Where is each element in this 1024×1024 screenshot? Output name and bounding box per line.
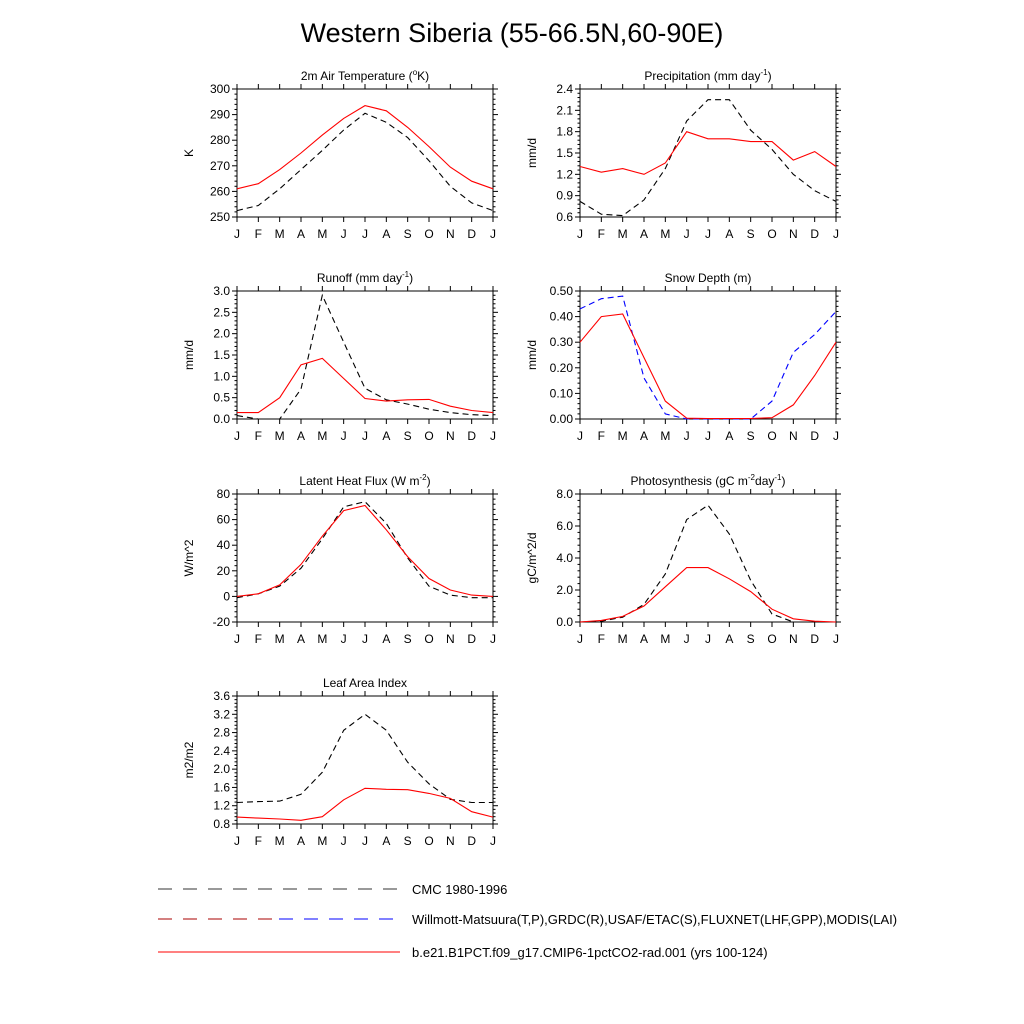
chart-title-part: day	[755, 474, 775, 488]
chart-title-part: )	[426, 474, 431, 488]
y-tick-label: 0.30	[549, 335, 573, 350]
y-tick-label: 1.5	[556, 146, 573, 160]
y-axis-label: mm/d	[182, 340, 196, 370]
x-tick-label: D	[810, 632, 820, 646]
x-tick-label: F	[254, 632, 263, 646]
series-line-model	[580, 314, 836, 419]
chart-title	[301, 68, 429, 83]
x-tick-label: M	[660, 632, 671, 646]
x-tick-label: A	[296, 227, 306, 241]
x-tick-label: M	[317, 632, 328, 646]
x-tick-label: M	[317, 429, 328, 443]
x-tick-label: M	[317, 834, 328, 848]
y-tick-label: 2.5	[213, 305, 230, 320]
y-tick-label: 8.0	[556, 487, 573, 501]
chart-title-part: Photosynthesis (gC m	[630, 474, 748, 488]
x-tick-label: J	[362, 227, 368, 241]
x-tick-label: O	[767, 632, 777, 646]
y-tick-label: 1.6	[213, 780, 230, 795]
y-axis-label: m2/m2	[182, 741, 196, 779]
y-axis-label: K	[182, 148, 196, 158]
y-tick-label: 4.0	[556, 551, 573, 565]
x-tick-label: J	[833, 632, 839, 646]
chart-title-part: K)	[417, 69, 430, 83]
chart-title-part: -1	[774, 473, 782, 482]
x-tick-label: D	[810, 429, 820, 443]
chart-title	[644, 68, 771, 83]
y-tick-label: 60	[216, 512, 230, 527]
x-tick-label: A	[296, 834, 306, 848]
y-tick-label: 2.1	[556, 103, 573, 118]
y-tick-label: 1.2	[213, 798, 230, 813]
y-tick-label: 0	[223, 589, 230, 604]
x-tick-label: S	[746, 429, 755, 443]
x-tick-label: D	[467, 834, 477, 848]
x-tick-label: J	[340, 632, 347, 646]
y-axis-label: gC/m^2/d	[525, 532, 539, 584]
chart-panel-5	[525, 473, 841, 646]
x-tick-label: M	[274, 632, 285, 646]
x-tick-label: F	[254, 834, 263, 848]
x-tick-label: N	[445, 227, 455, 241]
chart-title	[317, 270, 413, 285]
series-line-model	[237, 358, 493, 412]
x-tick-label: D	[467, 429, 477, 443]
series-line-obs	[580, 100, 836, 216]
y-tick-label: 0.0	[556, 615, 573, 629]
x-tick-label: J	[234, 834, 240, 848]
series-line-model	[237, 506, 493, 597]
x-tick-label: M	[660, 429, 671, 443]
x-tick-label: J	[340, 834, 347, 848]
x-tick-label: J	[577, 632, 583, 646]
y-tick-label: 2.8	[213, 725, 230, 740]
chart-panel-0	[182, 68, 498, 241]
y-tick-label: 3.0	[213, 284, 230, 298]
chart-title-part: Snow Depth (m)	[664, 271, 752, 285]
x-tick-label: O	[424, 632, 434, 646]
x-tick-label: A	[639, 227, 649, 241]
y-tick-label: 290	[209, 107, 230, 122]
chart-title-part: -2	[419, 473, 427, 482]
x-tick-label: F	[597, 429, 606, 443]
x-tick-label: J	[340, 429, 347, 443]
x-tick-label: A	[725, 632, 734, 646]
series-line-model	[237, 106, 493, 189]
x-tick-label: J	[490, 632, 496, 646]
y-tick-label: 20	[216, 563, 230, 578]
x-tick-label: J	[362, 834, 368, 848]
y-tick-label: 0.9	[556, 188, 573, 203]
x-tick-label: O	[424, 429, 434, 443]
y-tick-label: 2.4	[213, 743, 230, 758]
x-tick-label: F	[597, 227, 606, 241]
x-tick-label: O	[767, 429, 777, 443]
legend-label: b.e21.B1PCT.f09_g17.CMIP6-1pctCO2-rad.001 (yrs 100-124)	[412, 945, 768, 960]
chart-title-part: -2	[747, 473, 756, 482]
page-title: Western Siberia (55-66.5N,60-90E)	[300, 18, 724, 48]
x-tick-label: J	[577, 227, 583, 241]
x-tick-label: S	[403, 834, 412, 848]
x-tick-label: N	[788, 632, 798, 646]
series-line-model	[580, 132, 836, 175]
y-tick-label: 280	[209, 133, 230, 148]
x-tick-label: O	[424, 834, 434, 848]
x-tick-label: M	[274, 227, 285, 241]
y-tick-label: 260	[209, 184, 230, 199]
x-tick-label: N	[445, 834, 455, 848]
y-axis-label: mm/d	[525, 340, 539, 370]
x-tick-label: F	[597, 632, 606, 646]
x-tick-label: J	[705, 632, 711, 646]
x-tick-label: J	[340, 227, 347, 241]
y-tick-label: 1.8	[556, 124, 573, 139]
x-tick-label: A	[382, 632, 391, 646]
series-line-obs	[237, 714, 493, 802]
chart-panel-3	[525, 271, 841, 443]
y-axis-label: W/m^2	[182, 539, 196, 577]
chart-title	[665, 271, 752, 285]
x-tick-label: F	[254, 429, 263, 443]
chart-title-part: Leaf Area Index	[322, 676, 408, 690]
plot-frame	[580, 89, 836, 217]
x-tick-label: J	[490, 429, 496, 443]
x-tick-label: A	[639, 429, 649, 443]
x-tick-label: J	[683, 632, 690, 646]
x-tick-label: A	[382, 429, 391, 443]
x-tick-label: J	[683, 429, 690, 443]
x-tick-label: J	[705, 429, 711, 443]
series-line-obs	[237, 502, 493, 598]
x-tick-label: O	[424, 227, 434, 241]
plot-frame	[237, 494, 493, 622]
chart-title	[299, 473, 430, 488]
y-tick-label: 80	[216, 487, 230, 501]
x-tick-label: J	[362, 632, 368, 646]
x-tick-label: S	[403, 227, 412, 241]
legend-label: CMC 1980-1996	[412, 882, 508, 897]
x-tick-label: S	[403, 429, 412, 443]
y-tick-label: 0.6	[556, 210, 573, 224]
x-tick-label: S	[403, 632, 412, 646]
chart-title-part: o	[412, 68, 418, 77]
x-tick-label: M	[660, 227, 671, 241]
chart-panel-2	[182, 270, 498, 443]
chart-title-part: -1	[760, 68, 768, 77]
chart-title-part: -1	[402, 270, 410, 279]
x-tick-label: J	[705, 227, 711, 241]
x-tick-label: J	[490, 227, 496, 241]
y-tick-label: 0.40	[549, 309, 573, 324]
y-tick-label: 0.8	[213, 817, 230, 831]
x-tick-label: J	[234, 429, 240, 443]
y-tick-label: 2.0	[556, 583, 573, 597]
y-tick-label: 250	[209, 210, 230, 224]
y-tick-label: 0.50	[549, 284, 573, 298]
y-tick-label: 1.0	[213, 369, 230, 384]
y-tick-label: 0.20	[549, 360, 573, 375]
chart-title-part: Runoff (mm day	[316, 271, 403, 285]
x-tick-label: M	[617, 227, 628, 241]
series-line-model	[237, 788, 493, 820]
y-tick-label: 3.2	[213, 707, 230, 722]
x-tick-label: A	[639, 632, 649, 646]
series-line-obs	[237, 113, 493, 210]
y-tick-label: 40	[216, 538, 230, 553]
x-tick-label: J	[833, 227, 839, 241]
chart-title-part: )	[781, 474, 786, 488]
y-tick-label: 0.10	[549, 386, 573, 401]
x-tick-label: J	[683, 227, 690, 241]
y-tick-label: 0.5	[213, 390, 230, 405]
chart-title-part: )	[409, 271, 414, 285]
plot-frame	[237, 696, 493, 824]
legend-label: Willmott-Matsuura(T,P),GRDC(R),USAF/ETAC(S),FLUXNET(LHF,GPP),MODIS(LAI)	[412, 912, 898, 927]
chart-title	[323, 676, 407, 690]
x-tick-label: O	[767, 227, 777, 241]
chart-title	[631, 473, 786, 488]
legend	[158, 882, 897, 960]
y-tick-label: 2.0	[213, 326, 230, 341]
chart-panel-4	[182, 473, 498, 646]
x-tick-label: J	[234, 227, 240, 241]
y-tick-label: 300	[209, 82, 230, 96]
x-tick-label: A	[382, 834, 391, 848]
y-tick-label: 2.4	[556, 82, 573, 96]
plot-frame	[237, 89, 493, 217]
plot-frame	[237, 291, 493, 419]
x-tick-label: N	[445, 429, 455, 443]
x-tick-label: N	[788, 227, 798, 241]
x-tick-label: D	[810, 227, 820, 241]
x-tick-label: A	[296, 429, 306, 443]
x-tick-label: J	[490, 834, 496, 848]
chart-title-part: Latent Heat Flux (W m	[299, 474, 420, 488]
y-tick-label: 6.0	[556, 519, 573, 533]
y-tick-label: 2.0	[213, 762, 230, 777]
x-tick-label: J	[577, 429, 583, 443]
series-line-model	[580, 568, 836, 622]
x-tick-label: A	[725, 227, 734, 241]
x-tick-label: N	[788, 429, 798, 443]
x-tick-label: M	[274, 429, 285, 443]
x-tick-label: J	[833, 429, 839, 443]
y-tick-label: 3.6	[213, 689, 230, 703]
x-tick-label: M	[274, 834, 285, 848]
chart-title-part: )	[767, 69, 772, 83]
y-tick-label: 270	[209, 158, 230, 173]
y-tick-label: 0.00	[549, 412, 573, 426]
x-tick-label: S	[746, 227, 755, 241]
x-tick-label: S	[746, 632, 755, 646]
x-tick-label: J	[234, 632, 240, 646]
x-tick-label: J	[362, 429, 368, 443]
series-line-obs	[580, 505, 836, 622]
x-tick-label: M	[617, 429, 628, 443]
y-tick-label: 0.0	[213, 412, 230, 426]
chart-title-part: 2m Air Temperature (	[300, 69, 413, 83]
y-axis-label: mm/d	[525, 138, 539, 168]
chart-title-part: Precipitation (mm day	[644, 69, 761, 83]
plot-frame	[580, 494, 836, 622]
chart-panel-6	[182, 676, 498, 848]
x-tick-label: N	[445, 632, 455, 646]
chart-panel-1	[525, 68, 841, 241]
x-tick-label: F	[254, 227, 263, 241]
y-tick-label: 1.2	[556, 167, 573, 182]
x-tick-label: D	[467, 632, 477, 646]
x-tick-label: A	[382, 227, 391, 241]
x-tick-label: M	[617, 632, 628, 646]
y-tick-label: 1.5	[213, 348, 230, 362]
x-tick-label: M	[317, 227, 328, 241]
y-tick-label: -20	[212, 615, 230, 629]
x-tick-label: A	[296, 632, 306, 646]
x-tick-label: A	[725, 429, 734, 443]
x-tick-label: D	[467, 227, 477, 241]
